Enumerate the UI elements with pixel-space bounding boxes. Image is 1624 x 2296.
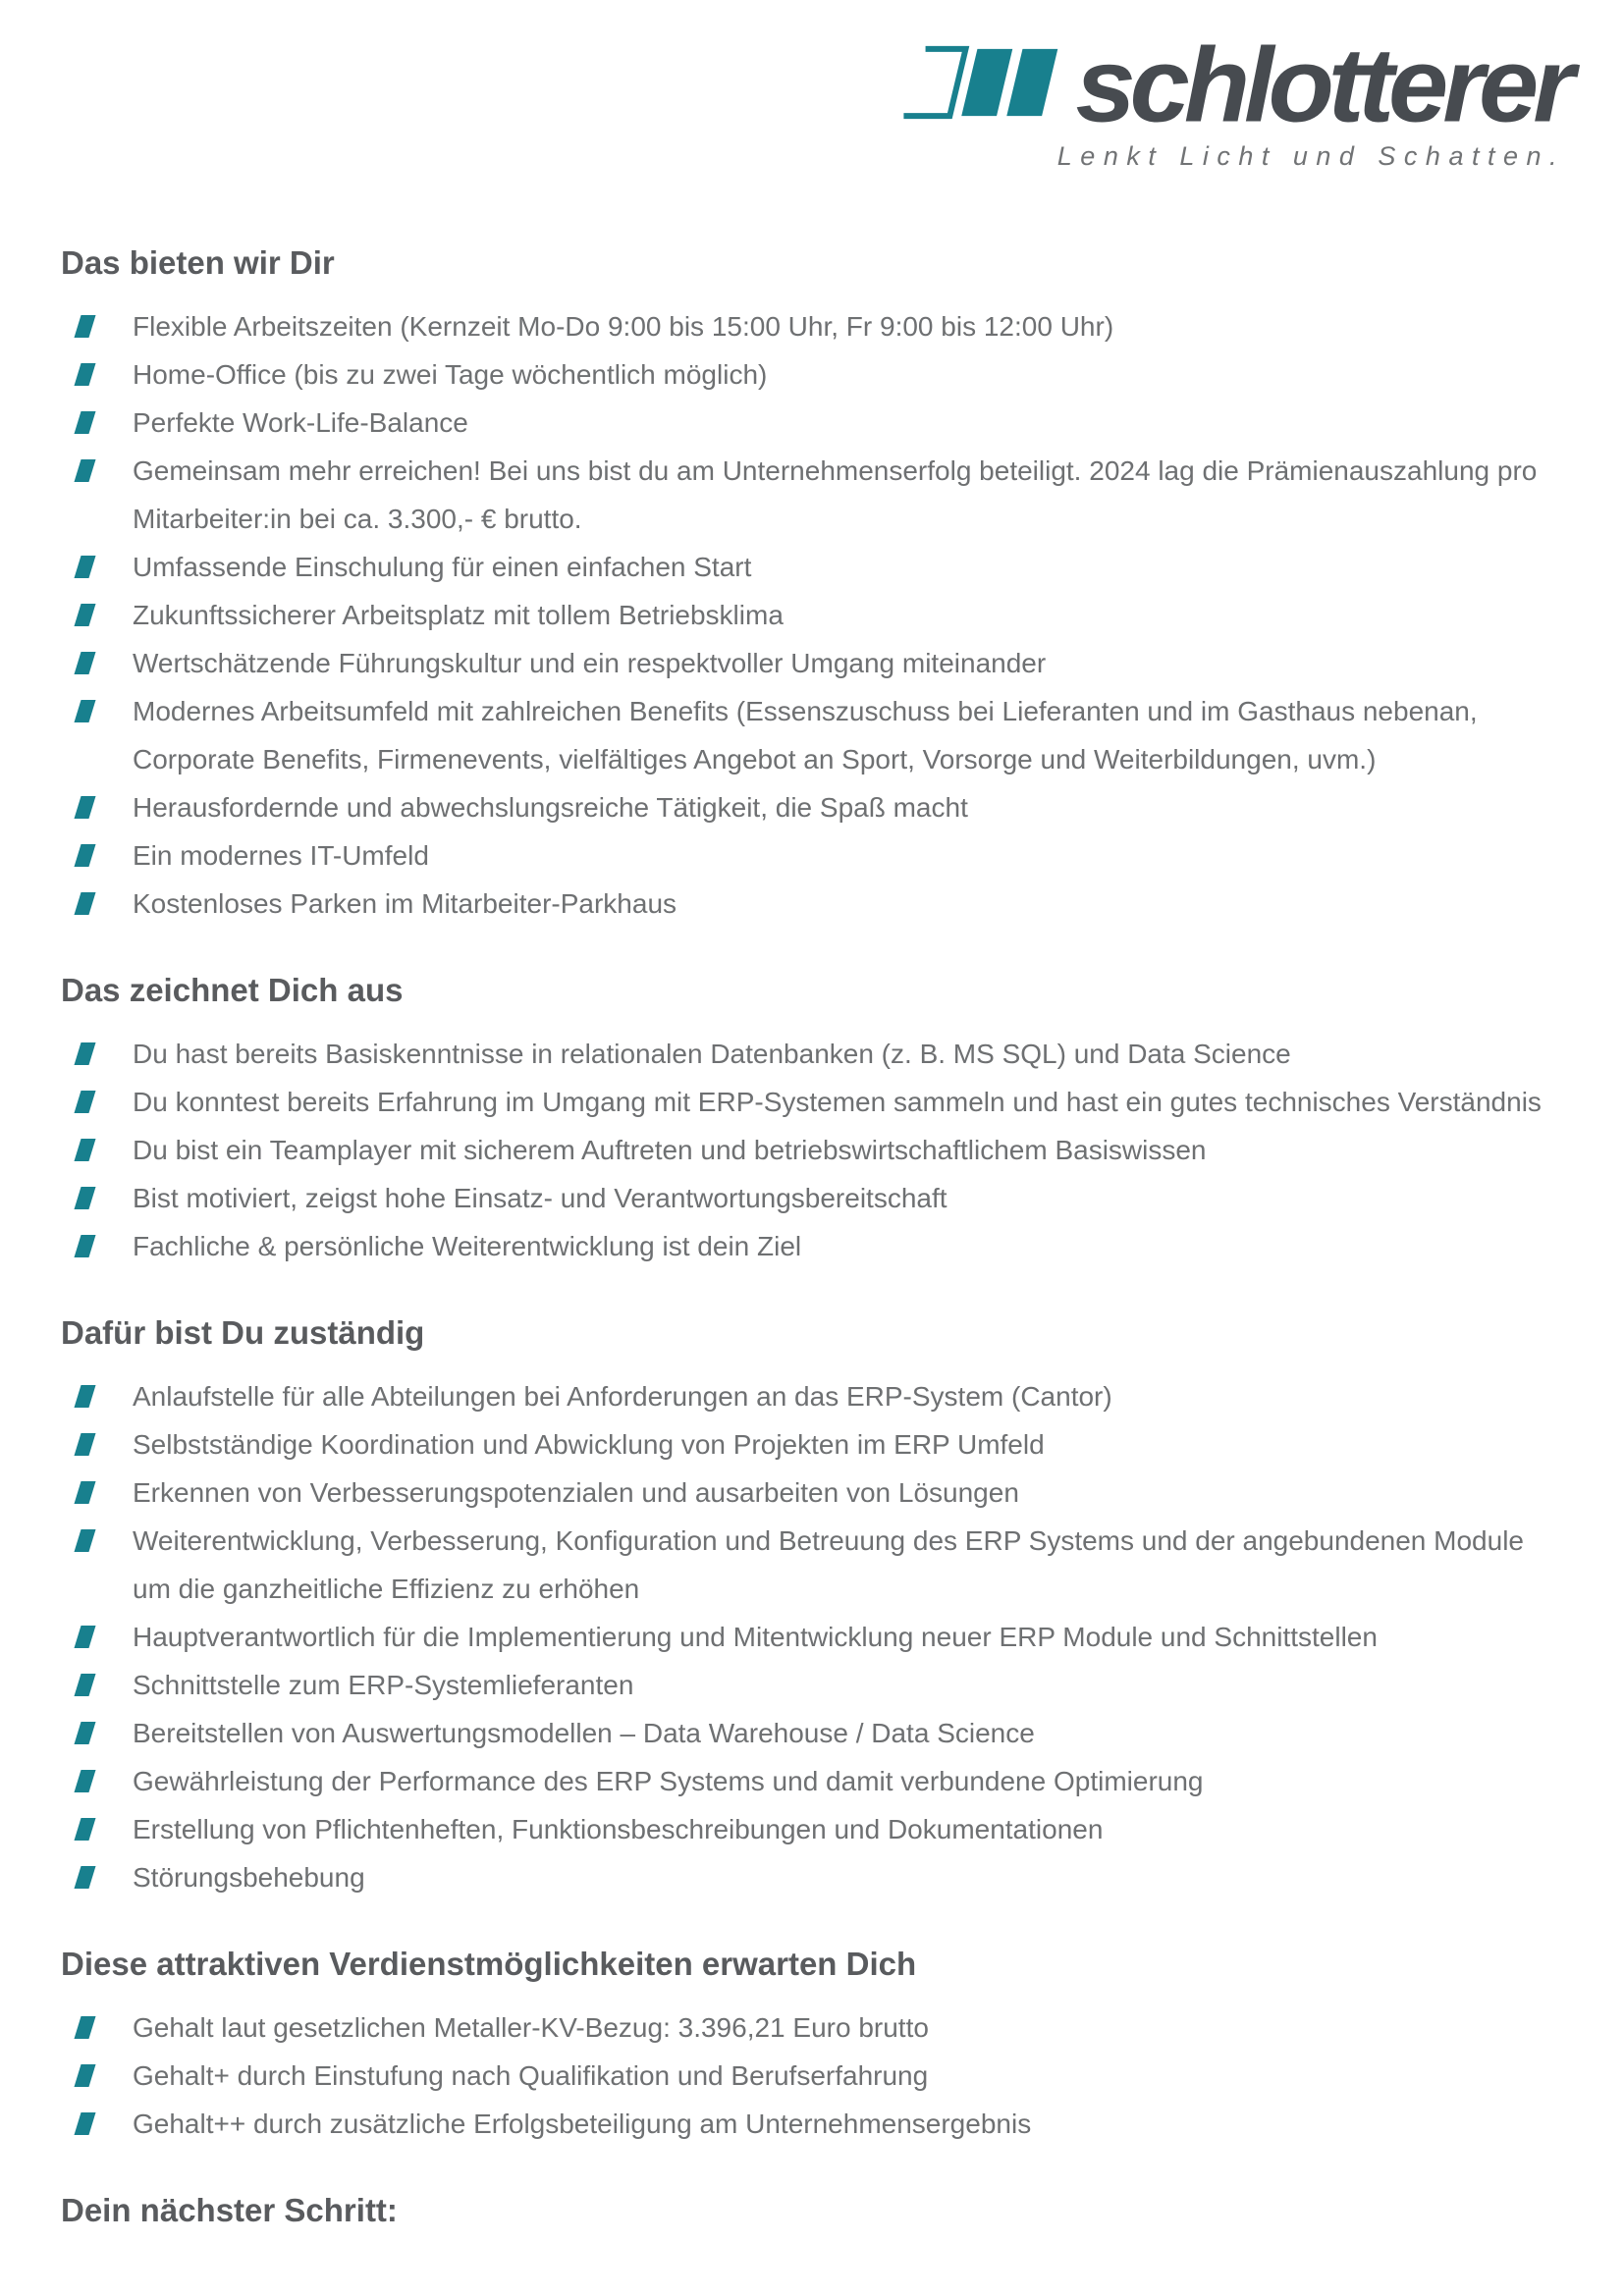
section-heading: Dafür bist Du zuständig: [61, 1314, 425, 1351]
list-item: [61, 2052, 1565, 2100]
bullet-parallelogram-icon: [74, 796, 95, 819]
list-item-text: Erstellung von Pflichtenheften, Funktionsbeschreibungen und Dokumentationen: [133, 1814, 1104, 1844]
list-item-text: Bereitstellen von Auswertungsmodellen – Data Warehouse / Data Science: [133, 1718, 1035, 1748]
list-item: [61, 1757, 1565, 1805]
bullet-parallelogram-icon: [74, 2112, 95, 2135]
bullet-parallelogram-icon: [74, 1385, 95, 1408]
bullet-parallelogram-icon: [74, 1529, 95, 1552]
bullet-parallelogram-icon: [74, 363, 95, 386]
list-item: [61, 1174, 1565, 1222]
bullet-parallelogram-icon: [74, 1626, 95, 1648]
bullet-list: [61, 1372, 1565, 1901]
list-item-text: Anlaufstelle für alle Abteilungen bei Anforderungen an das ERP-System (Cantor): [133, 1381, 1112, 1412]
sections-container: [61, 243, 1565, 2230]
list-item: [61, 2003, 1565, 2052]
list-item-text: Gewährleistung der Performance des ERP Systems und damit verbundene Optimierung: [133, 1766, 1204, 1796]
bullet-parallelogram-icon: [74, 1187, 95, 1209]
list-item-text: Flexible Arbeitszeiten (Kernzeit Mo-Do 9:00 bis 15:00 Uhr, Fr 9:00 bis 12:00 Uhr): [133, 311, 1114, 342]
list-item-text: Perfekte Work-Life-Balance: [133, 407, 468, 438]
list-item-text: Fachliche & persönliche Weiterentwicklung ist dein Ziel: [133, 1231, 802, 1261]
list-item-text: Du bist ein Teamplayer mit sicherem Auftreten und betriebswirtschaftlichem Basiswissen: [133, 1135, 1207, 1165]
list-item: [61, 1468, 1565, 1517]
content: [61, 243, 1565, 2250]
list-item-text: Gehalt++ durch zusätzliche Erfolgsbeteiligung am Unternehmensergebnis: [133, 2109, 1032, 2139]
bullet-parallelogram-icon: [74, 1139, 95, 1161]
bullet-parallelogram-icon: [74, 1235, 95, 1257]
bullet-parallelogram-icon: [74, 411, 95, 434]
bullet-parallelogram-icon: [74, 2064, 95, 2087]
bullet-list: [61, 302, 1565, 928]
list-item-text: Hauptverantwortlich für die Implementierung und Mitentwicklung neuer ERP Module und Schnittstellen: [133, 1622, 1378, 1652]
schlotterer-logo-icon: [900, 43, 1059, 128]
bullet-parallelogram-icon: [74, 1091, 95, 1113]
list-item: [61, 1030, 1565, 1078]
section: [61, 2191, 1565, 2230]
bullet-parallelogram-icon: [74, 1433, 95, 1456]
list-item: [61, 591, 1565, 639]
company-logo: [900, 26, 1569, 172]
list-item-text: Selbstständige Koordination und Abwicklung von Projekten im ERP Umfeld: [133, 1429, 1045, 1460]
section-heading: Das zeichnet Dich aus: [61, 972, 404, 1008]
bullet-parallelogram-icon: [74, 2016, 95, 2039]
section: [61, 243, 1565, 928]
brand-name: schlotterer: [1075, 26, 1569, 144]
bullet-parallelogram-icon: [74, 1674, 95, 1696]
list-item: [61, 2100, 1565, 2148]
list-item: [61, 1805, 1565, 1853]
section-heading: Diese attraktiven Verdienstmöglichkeiten erwarten Dich: [61, 1946, 917, 1982]
bullet-parallelogram-icon: [74, 604, 95, 626]
list-item: [61, 1661, 1565, 1709]
list-item: [61, 1126, 1565, 1174]
list-item: [61, 1517, 1565, 1613]
list-item: [61, 1853, 1565, 1901]
logo-tagline: Lenkt Licht und Schatten.: [1056, 141, 1565, 171]
list-item: [61, 302, 1565, 350]
list-item: [61, 1078, 1565, 1126]
list-item-text: Gemeinsam mehr erreichen! Bei uns bist du am Unternehmenserfolg beteiligt. 2024 lag die Prämienauszahlung pro Mitarbeiter:in bei ca. 3.300,- € brutto.: [133, 455, 1538, 534]
bullet-parallelogram-icon: [74, 652, 95, 674]
list-item-text: Bist motiviert, zeigst hohe Einsatz- und Verantwortungsbereitschaft: [133, 1183, 947, 1213]
list-item: [61, 399, 1565, 447]
list-item-text: Du konntest bereits Erfahrung im Umgang mit ERP-Systemen sammeln und hast ein gutes technisches Verständnis: [133, 1087, 1542, 1117]
section-heading: Das bieten wir Dir: [61, 244, 335, 281]
list-item: [61, 350, 1565, 399]
list-item: [61, 447, 1565, 543]
list-item: [61, 1372, 1565, 1420]
section-heading: Dein nächster Schritt:: [61, 2192, 398, 2228]
list-item-text: Gehalt laut gesetzlichen Metaller-KV-Bezug: 3.396,21 Euro brutto: [133, 2012, 929, 2043]
bullet-parallelogram-icon: [74, 1481, 95, 1504]
list-item: [61, 880, 1565, 928]
list-item-text: Wertschätzende Führungskultur und ein respektvoller Umgang miteinander: [133, 648, 1047, 678]
list-item: [61, 687, 1565, 783]
list-item: [61, 543, 1565, 591]
bullet-parallelogram-icon: [74, 1866, 95, 1889]
bullet-parallelogram-icon: [74, 1770, 95, 1792]
list-item-text: Erkennen von Verbesserungspotenzialen und ausarbeiten von Lösungen: [133, 1477, 1019, 1508]
list-item: [61, 1420, 1565, 1468]
bullet-parallelogram-icon: [74, 700, 95, 722]
bullet-parallelogram-icon: [74, 556, 95, 578]
list-item-text: Herausfordernde und abwechslungsreiche Tätigkeit, die Spaß macht: [133, 792, 968, 823]
list-item-text: Kostenloses Parken im Mitarbeiter-Parkhaus: [133, 888, 677, 919]
list-item: [61, 831, 1565, 880]
list-item-text: Zukunftssicherer Arbeitsplatz mit tollem Betriebsklima: [133, 600, 784, 630]
bullet-parallelogram-icon: [74, 459, 95, 482]
bullet-parallelogram-icon: [74, 1818, 95, 1841]
list-item: [61, 1709, 1565, 1757]
list-item: [61, 1613, 1565, 1661]
section: [61, 971, 1565, 1270]
list-item-text: Modernes Arbeitsumfeld mit zahlreichen Benefits (Essenszuschuss bei Lieferanten und im Gasthaus nebenan, Corporate Benefits, Firmenevents, vielfältiges Angebot an Sport, Vorsorge und Weiterbildungen, uvm.): [133, 696, 1478, 774]
list-item-text: Gehalt+ durch Einstufung nach Qualifikation und Berufserfahrung: [133, 2060, 929, 2091]
bullet-list: [61, 1030, 1565, 1270]
bullet-list: [61, 2003, 1565, 2148]
bullet-parallelogram-icon: [74, 1042, 95, 1065]
bullet-parallelogram-icon: [74, 844, 95, 867]
list-item-text: Schnittstelle zum ERP-Systemlieferanten: [133, 1670, 634, 1700]
list-item-text: Ein modernes IT-Umfeld: [133, 840, 429, 871]
list-item-text: Störungsbehebung: [133, 1862, 365, 1893]
list-item-text: Home-Office (bis zu zwei Tage wöchentlich möglich): [133, 359, 768, 390]
list-item: [61, 783, 1565, 831]
list-item-text: Weiterentwicklung, Verbesserung, Konfiguration und Betreuung des ERP Systems und der angebundenen Module um die ganzheitliche Effizienz zu erhöhen: [133, 1525, 1524, 1604]
section: [61, 1945, 1565, 2148]
list-item: [61, 1222, 1565, 1270]
logo-row: [900, 26, 1569, 144]
list-item-text: Umfassende Einschulung für einen einfachen Start: [133, 552, 752, 582]
bullet-parallelogram-icon: [74, 315, 95, 338]
list-item: [61, 639, 1565, 687]
section: [61, 1313, 1565, 1901]
list-item-text: Du hast bereits Basiskenntnisse in relationalen Datenbanken (z. B. MS SQL) und Data Science: [133, 1039, 1291, 1069]
bullet-parallelogram-icon: [74, 892, 95, 915]
bullet-parallelogram-icon: [74, 1722, 95, 1744]
